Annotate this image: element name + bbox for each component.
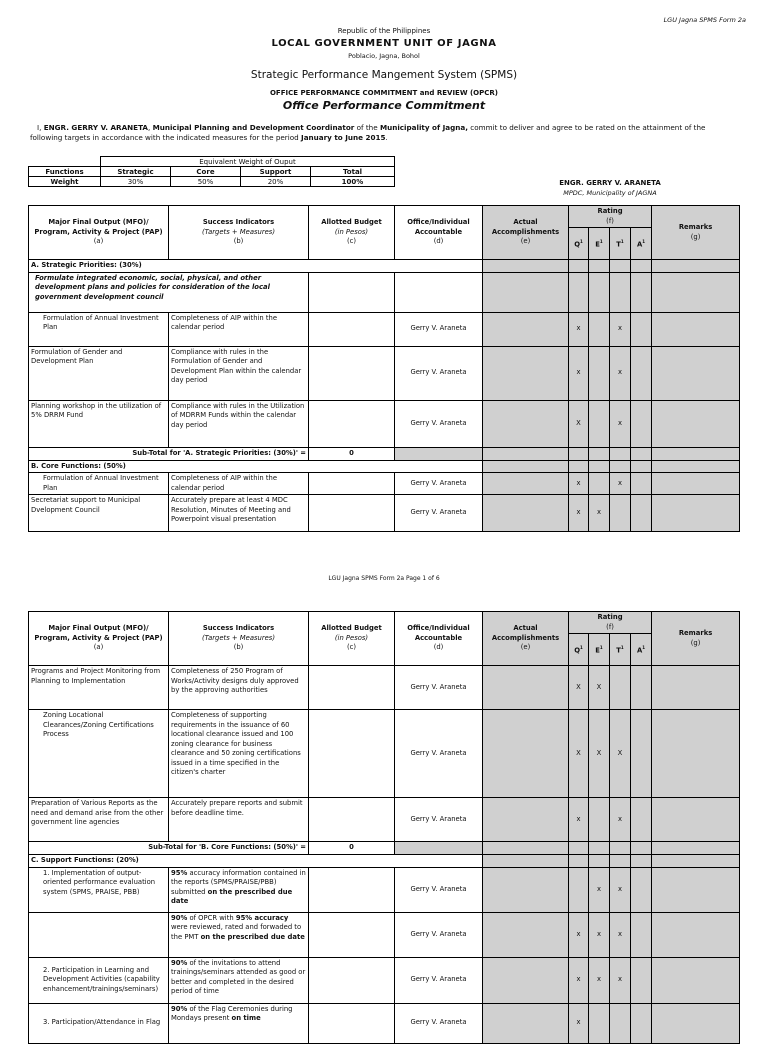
col-mfo-code: (a)	[93, 643, 104, 652]
col-a-sup: 1	[642, 645, 646, 651]
col-t-header	[610, 634, 631, 666]
col-q-sup: 1	[579, 239, 583, 245]
office-cell: Gerry V. Araneta	[395, 957, 483, 1003]
col-budget-header	[309, 206, 395, 260]
col-t-label: T	[616, 646, 621, 655]
rating-e: X	[589, 710, 610, 798]
mfo-cell: Preparation of Various Reports as the need and demand arise from the other government line agencies	[29, 798, 169, 842]
office-cell: Gerry V. Araneta	[395, 473, 483, 495]
form-reference: LGU Jagna SPMS Form 2a	[663, 16, 746, 24]
subtotal-b-value: 0	[309, 842, 395, 855]
weight-cell: 50%	[171, 177, 241, 187]
success-indicator	[169, 957, 309, 1003]
intro-name: ENGR. GERRY V. ARANETA	[43, 123, 148, 132]
rating-t: x	[610, 957, 631, 1003]
rating-q: x	[569, 495, 589, 532]
col-budget-label: Allotted Budget	[321, 624, 382, 633]
col-actual-label: Actual Accomplishments	[491, 624, 560, 642]
col-budget-code: (c)	[346, 643, 357, 652]
office-cell: Gerry V. Araneta	[395, 346, 483, 400]
success-indicator: Completeness of AIP within the calendar period	[169, 473, 309, 495]
rating-t: x	[610, 400, 631, 447]
rating-e: x	[589, 912, 610, 957]
col-office-header	[395, 612, 483, 666]
col-a-sup: 1	[642, 239, 646, 245]
office-cell: Gerry V. Araneta	[395, 312, 483, 346]
si-bold: 90%	[171, 913, 188, 922]
weight-header: Support	[241, 167, 311, 177]
col-rating-header	[569, 612, 652, 634]
col-remarks-header	[652, 206, 740, 260]
office-cell: Gerry V. Araneta	[395, 710, 483, 798]
republic-line: Republic of the Philippines	[337, 27, 431, 35]
col-actual-header	[483, 612, 569, 666]
intro-position: Municipal Planning and Development Coordinator	[152, 123, 355, 132]
intro-of-the: of the	[356, 123, 378, 132]
col-actual-code: (e)	[520, 643, 531, 652]
section-a-header: A. Strategic Priorities: (30%)	[29, 260, 483, 273]
weight-header: Total	[311, 167, 395, 177]
mfo-cell: Zoning Locational Clearances/Zoning Certifications Process	[29, 710, 169, 798]
col-rating-label: Rating	[597, 207, 623, 215]
signatory-position: MPDC, Municipality of JAGNA	[563, 189, 657, 197]
si-text: were reviewed, rated and forwaded to the PMT	[171, 923, 302, 941]
rating-q: x	[569, 473, 589, 495]
col-office-code: (d)	[433, 643, 444, 652]
col-t-sup: 1	[620, 645, 624, 651]
mfo-cell	[29, 912, 169, 957]
col-office-code: (d)	[433, 237, 444, 246]
si-text: of the invitations to attend trainings/seminars attended as good or better and completed in the desired period of time	[171, 958, 306, 995]
opcr-table-page2	[28, 611, 740, 1044]
col-a-label: A	[636, 646, 643, 655]
subtotal-b-label: Sub-Total for 'B. Core Functions: (50%)' =	[29, 842, 309, 855]
mfo-cell: 3. Participation/Attendance in Flag	[29, 1003, 169, 1043]
subtotal-a-value: 0	[309, 447, 395, 460]
si-bold: 90%	[171, 958, 188, 967]
col-actual-header	[483, 206, 569, 260]
rating-q: x	[569, 912, 589, 957]
intro-comma: ,	[147, 123, 151, 132]
col-e-label: E	[595, 240, 600, 249]
rating-t	[610, 1003, 631, 1043]
rating-q: X	[569, 666, 589, 710]
col-budget-code: (c)	[346, 237, 357, 246]
col-si-code: (b)	[233, 643, 244, 652]
col-mfo-label: Major Final Output (MFO)/ Program, Activity & Project (PAP)	[34, 218, 163, 236]
office-cell: Gerry V. Araneta	[395, 1003, 483, 1043]
address-line: Poblacio, Jagna, Bohol	[348, 52, 420, 60]
si-bold: 95% accuracy	[235, 913, 289, 922]
col-rating-code: (f)	[606, 622, 614, 631]
mfo-cell: Formulation of Annual Investment Plan	[29, 473, 169, 495]
weight-header: Core	[171, 167, 241, 177]
rating-t: x	[610, 473, 631, 495]
success-indicator: Compliance with rules in the Utilization of MDRRM Funds within the calendar day period	[169, 400, 309, 447]
col-t-sup: 1	[620, 239, 624, 245]
intro-i: I,	[37, 123, 42, 132]
rating-q: x	[569, 798, 589, 842]
rating-e	[589, 400, 610, 447]
rating-e: x	[589, 957, 610, 1003]
rating-q: x	[569, 312, 589, 346]
mfo-cell: Formulation of Annual Investment Plan	[29, 312, 169, 346]
col-t-label: T	[616, 240, 621, 249]
weight-cell: 30%	[101, 177, 171, 187]
success-indicator	[169, 912, 309, 957]
success-indicator: Completeness of 250 Program of Works/Activity designs duly approved by the approving authorities	[169, 666, 309, 710]
col-remarks-label: Remarks	[678, 629, 713, 637]
col-a-header	[631, 634, 652, 666]
col-budget-label: Allotted Budget	[321, 218, 382, 227]
intro-end: .	[385, 133, 388, 142]
rating-q: X	[569, 400, 589, 447]
si-bold: 95%	[171, 868, 188, 877]
col-budget-header	[309, 612, 395, 666]
rating-e	[589, 1003, 610, 1043]
si-bold: on the prescribed due date	[171, 887, 293, 905]
rating-e	[589, 473, 610, 495]
rating-t	[610, 495, 631, 532]
success-indicator: Completeness of AIP within the calendar period	[169, 312, 309, 346]
section-c-header: C. Support Functions: (20%)	[29, 855, 483, 868]
col-a-label: A	[636, 240, 643, 249]
office-cell: Gerry V. Araneta	[395, 400, 483, 447]
intro-municipality: Municipality of Jagna,	[379, 123, 468, 132]
lgu-title: LOCAL GOVERNMENT UNIT OF JAGNA	[271, 38, 497, 49]
col-actual-label: Actual Accomplishments	[491, 218, 560, 236]
intro-period: January to June 2015	[301, 133, 386, 142]
col-actual-code: (e)	[520, 237, 531, 246]
weight-cell: 20%	[241, 177, 311, 187]
section-b-header: B. Core Functions: (50%)	[29, 460, 483, 473]
success-indicator: Compliance with rules in the Formulation of Gender and Development Plan within the calendar day period	[169, 346, 309, 400]
rating-q	[569, 867, 589, 912]
col-si-sub: (Targets + Measures)	[202, 633, 275, 642]
mfo-cell: 2. Participation in Learning and Development Activities (capability enhancement/trainings/seminars)	[29, 957, 169, 1003]
subtotal-a-label: Sub-Total for 'A. Strategic Priorities: (30%)' =	[29, 447, 309, 460]
si-text: accuracy information contained in the reports (SPMS/PRAISE/PBB) submitted	[171, 868, 306, 896]
weight-table-title: Equivalent Weight of Ouput	[101, 157, 395, 167]
rating-q: x	[569, 346, 589, 400]
col-si-label: Success Indicators	[202, 218, 275, 227]
signatory-name: ENGR. GERRY V. ARANETA	[559, 179, 661, 187]
mfo-cell: Planning workshop in the utilization of 5% DRRM Fund	[29, 400, 169, 447]
si-bold: 90%	[171, 1004, 188, 1013]
col-t-header	[610, 228, 631, 260]
office-cell: Gerry V. Araneta	[395, 798, 483, 842]
col-si-header	[169, 612, 309, 666]
col-e-label: E	[595, 646, 600, 655]
rating-t: x	[610, 912, 631, 957]
col-budget-sub: (in Pesos)	[334, 633, 369, 642]
col-q-sup: 1	[579, 645, 583, 651]
col-e-header	[589, 634, 610, 666]
office-cell: Gerry V. Araneta	[395, 912, 483, 957]
col-office-label: Office/Individual Accountable	[407, 624, 470, 642]
success-indicator: Accurately prepare at least 4 MDC Resolution, Minutes of Meeting and Powerpoint visual presentation	[169, 495, 309, 532]
rating-q: x	[569, 1003, 589, 1043]
rating-e	[589, 312, 610, 346]
rating-e: x	[589, 495, 610, 532]
mfo-cell: Secretariat support to Municipal Dvelopment Council	[29, 495, 169, 532]
col-e-sup: 1	[599, 239, 603, 245]
col-q-header	[569, 634, 589, 666]
weight-cell: Weight	[29, 177, 101, 187]
rating-t: x	[610, 798, 631, 842]
col-e-sup: 1	[599, 645, 603, 651]
col-mfo-header	[29, 612, 169, 666]
col-q-header	[569, 228, 589, 260]
intro-text: commit to deliver and agree to be rated on the attainment of the following targets in accordance with the indicated measures for the period	[30, 123, 706, 142]
col-remarks-header	[652, 612, 740, 666]
col-rating-header	[569, 206, 652, 228]
col-q-label: Q	[574, 240, 580, 249]
weight-table	[28, 156, 395, 187]
opc-title: Office Performance Commitment	[282, 99, 486, 112]
col-q-label: Q	[574, 646, 580, 655]
mfo-cell: 1. Implementation of output-oriented performance evaluation system (SPMS, PRAISE, PBB)	[29, 867, 169, 912]
office-cell: Gerry V. Araneta	[395, 666, 483, 710]
rating-t: X	[610, 710, 631, 798]
success-indicator	[169, 867, 309, 912]
col-mfo-label: Major Final Output (MFO)/ Program, Activity & Project (PAP)	[34, 624, 163, 642]
si-bold: on the prescribed due date	[200, 932, 305, 941]
col-remarks-label: Remarks	[678, 223, 713, 231]
page-footer: LGU Jagna SPMS Form 2a Page 1 of 6	[328, 575, 440, 582]
office-cell: Gerry V. Araneta	[395, 495, 483, 532]
si-bold: on time	[231, 1014, 261, 1022]
col-si-label: Success Indicators	[202, 624, 275, 633]
rating-e	[589, 346, 610, 400]
col-a-header	[631, 228, 652, 260]
rating-e	[589, 798, 610, 842]
col-si-header	[169, 206, 309, 260]
strategic-goal: Formulate integrated economic, social, physical, and other development plans and policies for consideration of the local government development council	[29, 272, 309, 312]
rating-q: X	[569, 710, 589, 798]
weight-header: Functions	[29, 167, 101, 177]
col-mfo-code: (a)	[93, 237, 104, 246]
weight-cell: 100%	[311, 177, 395, 187]
rating-e: X	[589, 666, 610, 710]
commitment-statement	[30, 123, 738, 143]
rating-t: x	[610, 867, 631, 912]
system-title: Strategic Performance Mangement System (SPMS)	[250, 69, 518, 81]
rating-e: x	[589, 867, 610, 912]
col-office-header	[395, 206, 483, 260]
success-indicator: Accurately prepare reports and submit before deadline time.	[169, 798, 309, 842]
si-text: of OPCR with	[189, 913, 234, 922]
opcr-title: OFFICE PERFORMANCE COMMITMENT and REVIEW (OPCR)	[269, 89, 498, 97]
success-indicator: Completeness of supporting requirements in the issuance of 60 locational clearance issued and 100 zoning clearance for business clearance and 50 zoning certifications issued in a time specified in the citizen's charter	[169, 710, 309, 798]
col-remarks-code: (g)	[690, 232, 701, 241]
col-si-code: (b)	[233, 237, 244, 246]
col-e-header	[589, 228, 610, 260]
mfo-cell: Formulation of Gender and Development Plan	[29, 346, 169, 400]
opcr-table-page1	[28, 205, 740, 532]
rating-q: x	[569, 957, 589, 1003]
col-remarks-code: (g)	[690, 638, 701, 647]
col-rating-label: Rating	[597, 613, 623, 621]
col-rating-code: (f)	[606, 216, 614, 225]
mfo-cell: Programs and Project Monitoring from Planning to Implementation	[29, 666, 169, 710]
success-indicator	[169, 1003, 309, 1043]
col-office-label: Office/Individual Accountable	[407, 218, 470, 236]
rating-t	[610, 666, 631, 710]
weight-header: Strategic	[101, 167, 171, 177]
col-si-sub: (Targets + Measures)	[202, 227, 275, 236]
col-mfo-header	[29, 206, 169, 260]
col-budget-sub: (in Pesos)	[334, 227, 369, 236]
office-cell: Gerry V. Araneta	[395, 867, 483, 912]
si-text: of the Flag Ceremonies during Mondays present	[171, 1004, 293, 1022]
rating-t: x	[610, 346, 631, 400]
rating-t: x	[610, 312, 631, 346]
